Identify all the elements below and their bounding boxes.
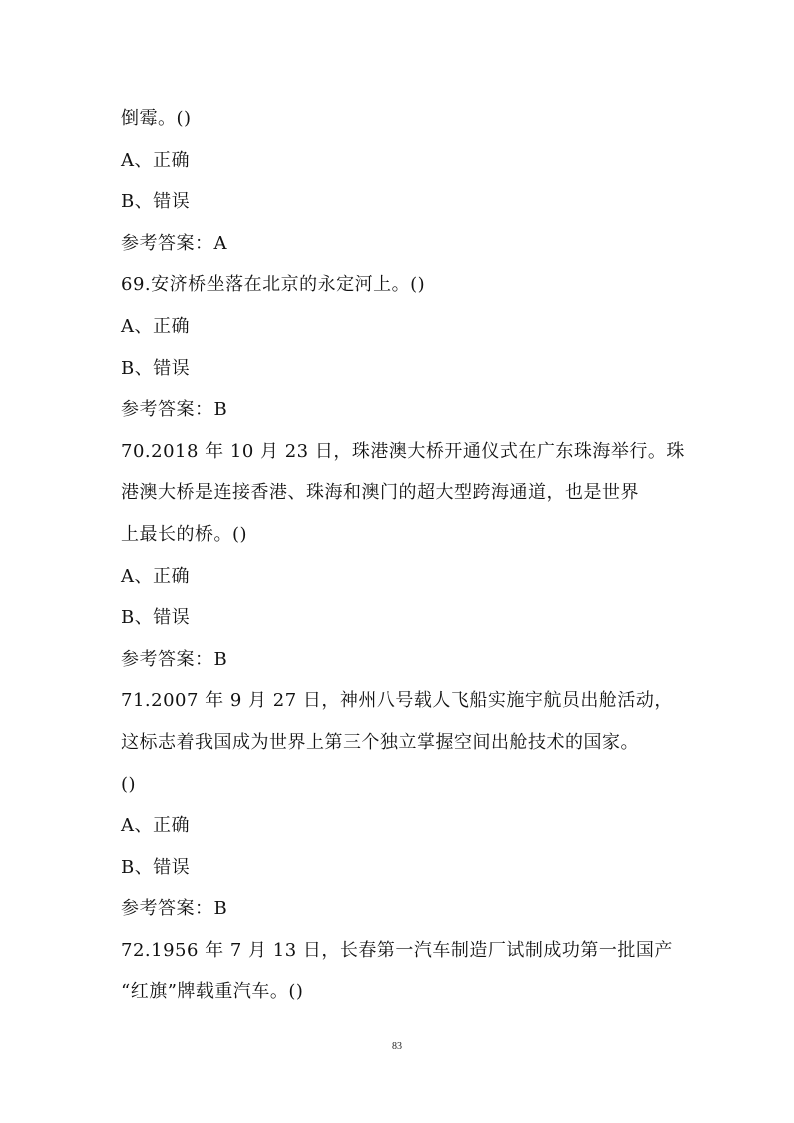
- option-b: B、错误: [121, 607, 191, 629]
- option-a: A、正确: [121, 315, 190, 337]
- answer-line: 参考答案：B: [121, 898, 228, 920]
- answer-line: 参考答案：A: [121, 232, 227, 254]
- question-70-cont: 港澳大桥是连接香港、珠海和澳门的超大型跨海通道，也是世界: [121, 482, 639, 504]
- answer-line: 参考答案：B: [121, 399, 228, 421]
- option-a: A、正确: [121, 815, 190, 837]
- question-72-cont: “红旗”牌载重汽车。(): [121, 981, 304, 1003]
- answer-line: 参考答案：B: [121, 648, 228, 670]
- question-70: 70.2018 年 10 月 23 日，珠港澳大桥开通仪式在广东珠海举行。珠: [121, 440, 685, 462]
- question-71-cont: 这标志着我国成为世界上第三个独立掌握空间出舱技术的国家。: [121, 731, 639, 753]
- option-b: B、错误: [121, 357, 191, 379]
- option-a: A、正确: [121, 565, 190, 587]
- question-text-block: [121, 98, 685, 1013]
- option-b: B、错误: [121, 191, 191, 213]
- question-71-cont: (): [121, 773, 137, 795]
- question-70-cont: 上最长的桥。(): [121, 523, 248, 545]
- question-71: 71.2007 年 9 月 27 日，神州八号载人飞船实施宇航员出舱活动，: [121, 690, 673, 712]
- page-number: 83: [392, 1041, 402, 1052]
- option-b: B、错误: [121, 856, 191, 878]
- question-69: 69.安济桥坐落在北京的永定河上。(): [121, 274, 426, 296]
- option-a: A、正确: [121, 149, 190, 171]
- question-72: 72.1956 年 7 月 13 日，长春第一汽车制造厂试制成功第一批国产: [121, 939, 673, 961]
- text-line: 倒霉。(): [121, 108, 192, 129]
